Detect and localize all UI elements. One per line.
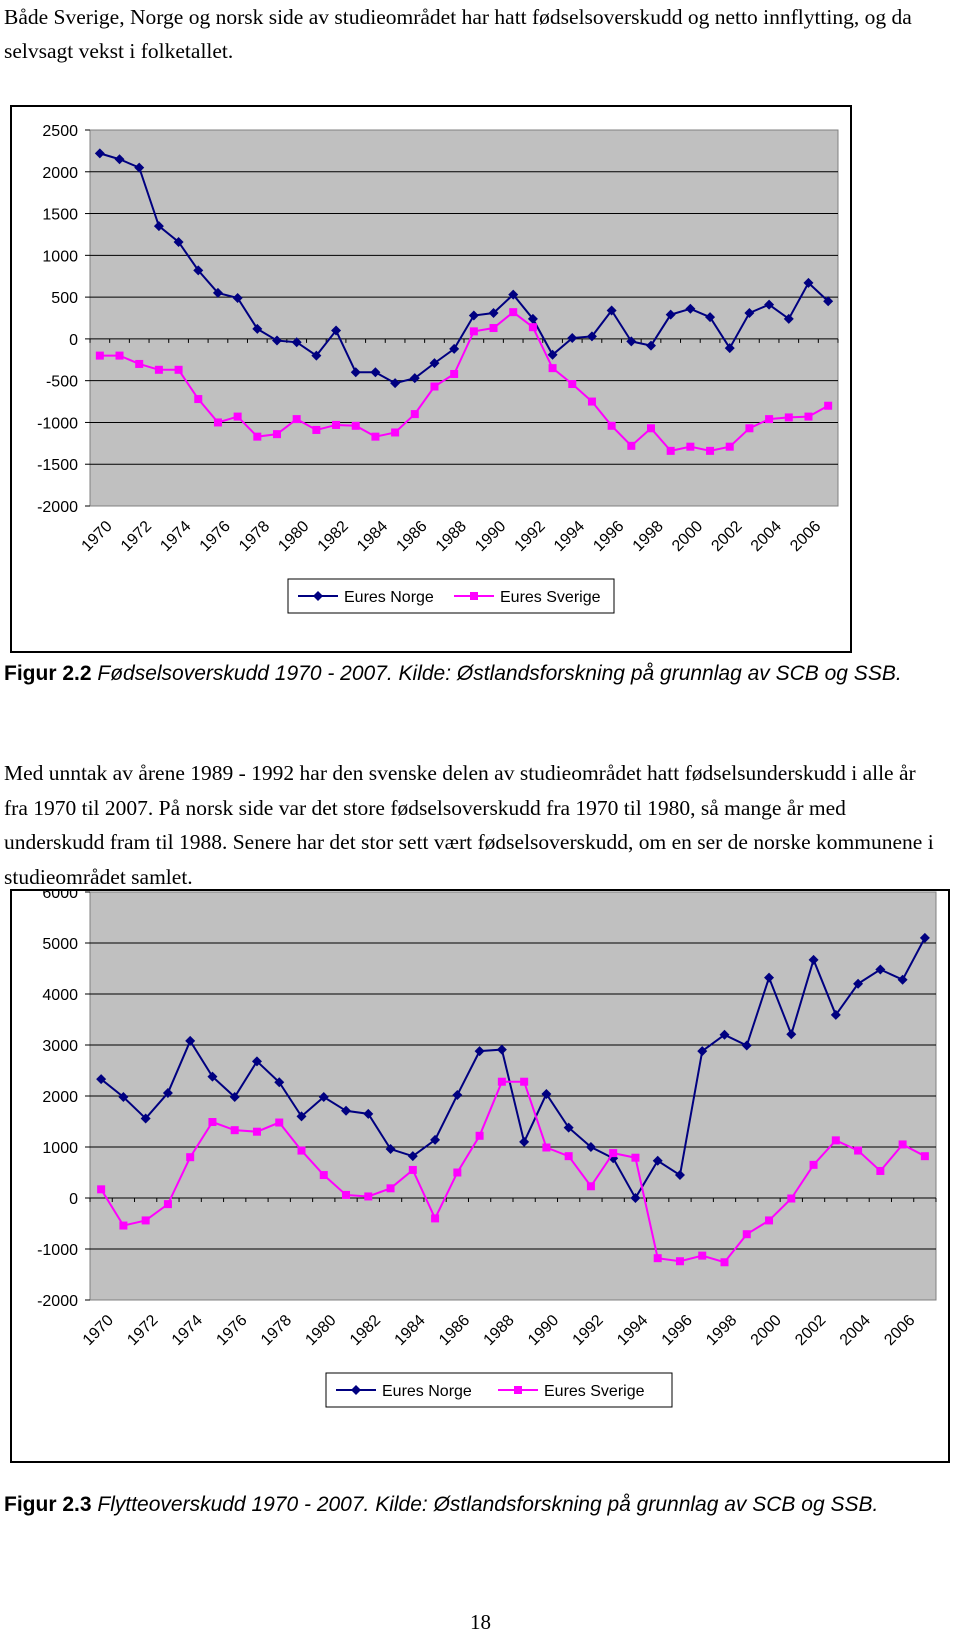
- data-point-1: [320, 1171, 328, 1179]
- y-tick-label: 1000: [42, 1140, 78, 1157]
- x-tick-label: 1990: [525, 1311, 563, 1350]
- data-point-1: [787, 1195, 795, 1203]
- body-paragraph: Med unntak av årene 1989 - 1992 har den svenske delen av studieområdet hatt fødselsunderskudd i alle år fra 1970 til 2007. På norsk side var det store fødselsoverskudd fra 1970 til 1980, så mange år med underskudd fram til 1988. Senere har det stor sett vært fødselsoverskudd, om en ser de norske kommunene i studieområdet samlet.: [4, 761, 934, 889]
- data-point-1: [765, 415, 773, 423]
- x-tick-label: 1976: [213, 1311, 251, 1350]
- data-point-1: [155, 366, 163, 374]
- data-point-1: [352, 422, 360, 430]
- data-point-1: [298, 1147, 306, 1155]
- y-tick-label: -1000: [37, 1242, 78, 1259]
- legend-label-0: Eures Norge: [344, 589, 434, 606]
- y-tick-label: 0: [69, 1191, 78, 1208]
- x-tick-label: 2004: [836, 1311, 874, 1350]
- y-tick-label: 4000: [42, 987, 78, 1004]
- data-point-1: [97, 1185, 105, 1193]
- data-point-1: [647, 424, 655, 432]
- x-tick-label: 1998: [629, 517, 667, 556]
- data-point-1: [364, 1192, 372, 1200]
- x-tick-label: 1994: [614, 1311, 652, 1350]
- data-point-1: [116, 352, 124, 360]
- data-point-1: [899, 1140, 907, 1148]
- data-point-1: [609, 1149, 617, 1157]
- legend-marker-1: [514, 1386, 522, 1394]
- data-point-1: [186, 1153, 194, 1161]
- data-point-1: [175, 366, 183, 374]
- data-point-1: [253, 1128, 261, 1136]
- data-point-1: [332, 421, 340, 429]
- data-point-1: [470, 327, 478, 335]
- y-tick-label: 5000: [42, 936, 78, 953]
- data-point-1: [194, 395, 202, 403]
- data-point-1: [627, 442, 635, 450]
- y-tick-label: 0: [69, 331, 78, 349]
- legend-label-1: Eures Sverige: [544, 1383, 645, 1400]
- data-point-1: [832, 1136, 840, 1144]
- figure2-caption: [4, 1488, 954, 1521]
- legend-marker-1: [470, 592, 478, 600]
- data-point-1: [631, 1154, 639, 1162]
- x-tick-label: 1970: [78, 517, 116, 556]
- data-point-1: [391, 428, 399, 436]
- data-point-1: [529, 323, 537, 331]
- y-tick-label: 2000: [42, 1089, 78, 1106]
- data-point-1: [542, 1144, 550, 1152]
- x-tick-label: 1980: [302, 1311, 340, 1350]
- legend-label-1: Eures Sverige: [500, 589, 601, 606]
- x-tick-label: 2004: [747, 517, 785, 556]
- data-point-1: [253, 433, 261, 441]
- data-point-1: [676, 1257, 684, 1265]
- data-point-1: [312, 426, 320, 434]
- y-tick-label: 2500: [42, 123, 78, 140]
- y-tick-label: -2000: [37, 499, 78, 516]
- x-tick-label: 1988: [432, 517, 471, 556]
- data-point-1: [431, 1214, 439, 1222]
- data-point-1: [387, 1184, 395, 1192]
- y-tick-label: 1500: [42, 206, 78, 224]
- figure2-caption-text: Flytteoverskudd 1970 - 2007. Kilde: Østlandsforskning på grunnlag av SCB og SSB.: [97, 1493, 879, 1516]
- data-point-1: [430, 383, 438, 391]
- legend-label-0: Eures Norge: [382, 1383, 472, 1400]
- data-point-1: [119, 1222, 127, 1230]
- data-point-1: [342, 1191, 350, 1199]
- data-point-1: [921, 1152, 929, 1160]
- x-tick-label: 1996: [590, 517, 628, 556]
- data-point-1: [568, 380, 576, 388]
- y-tick-label: 500: [51, 290, 78, 308]
- data-point-1: [509, 308, 517, 316]
- x-tick-label: 1986: [393, 517, 431, 556]
- figure2-caption-number: Figur 2.3: [4, 1493, 92, 1516]
- data-point-1: [745, 424, 753, 432]
- data-point-1: [498, 1078, 506, 1086]
- x-tick-label: 1982: [314, 517, 352, 556]
- data-point-1: [409, 1166, 417, 1174]
- data-point-1: [520, 1078, 528, 1086]
- x-tick-label: 2006: [787, 517, 825, 556]
- x-tick-label: 1974: [157, 517, 195, 556]
- data-point-1: [876, 1167, 884, 1175]
- figure1-caption: [4, 657, 934, 690]
- x-tick-label: 1978: [257, 1311, 296, 1350]
- x-tick-label: 1980: [275, 517, 313, 556]
- data-point-1: [706, 447, 714, 455]
- x-tick-label: 1992: [511, 517, 549, 556]
- x-tick-label: 1972: [124, 1311, 162, 1350]
- x-tick-label: 2002: [708, 517, 746, 556]
- data-point-1: [804, 413, 812, 421]
- x-tick-label: 1974: [168, 1311, 207, 1350]
- y-tick-label: 1000: [42, 248, 78, 266]
- x-tick-label: 1996: [658, 1311, 696, 1350]
- y-tick-label: 6000: [42, 889, 78, 902]
- x-tick-label: 1988: [480, 1311, 518, 1350]
- data-point-1: [96, 352, 104, 360]
- x-tick-label: 2000: [669, 517, 707, 556]
- data-point-1: [208, 1118, 216, 1126]
- data-point-1: [234, 413, 242, 421]
- y-tick-label: 3000: [42, 1038, 78, 1055]
- data-point-1: [726, 443, 734, 451]
- x-tick-label: 1998: [703, 1311, 741, 1350]
- chart2-svg: [10, 889, 950, 1463]
- x-tick-label: 1978: [236, 517, 274, 556]
- data-point-1: [765, 1216, 773, 1224]
- y-tick-label: -500: [45, 373, 78, 391]
- x-tick-label: 1982: [346, 1311, 385, 1350]
- data-point-1: [686, 443, 694, 451]
- x-tick-label: 1976: [196, 517, 234, 556]
- data-point-1: [231, 1126, 239, 1134]
- data-point-1: [490, 324, 498, 332]
- data-point-1: [135, 360, 143, 368]
- data-point-1: [411, 410, 419, 418]
- x-tick-label: 2006: [881, 1311, 919, 1350]
- data-point-1: [549, 364, 557, 372]
- data-point-1: [565, 1152, 573, 1160]
- x-tick-label: 1992: [569, 1311, 607, 1350]
- data-point-1: [588, 398, 596, 406]
- chart1-svg: [10, 105, 852, 653]
- data-point-1: [453, 1169, 461, 1177]
- data-point-1: [450, 370, 458, 378]
- y-tick-label: -1000: [37, 415, 78, 433]
- x-tick-label: 1984: [391, 1311, 429, 1350]
- data-point-1: [608, 422, 616, 430]
- data-point-1: [164, 1200, 172, 1208]
- x-tick-label: 1972: [117, 517, 156, 556]
- chart-flytteoverskudd: [10, 889, 950, 1468]
- data-point-1: [214, 418, 222, 426]
- intro-text: Både Sverige, Norge og norsk side av studieområdet har hatt fødselsoverskudd og netto innflytting, og da selvsagt vekst i folketallet.: [4, 5, 912, 63]
- data-point-1: [587, 1182, 595, 1190]
- figure1-caption-number: Figur 2.2: [4, 662, 92, 685]
- y-tick-label: -1500: [37, 457, 78, 475]
- x-tick-label: 1986: [436, 1311, 474, 1350]
- data-point-1: [667, 447, 675, 455]
- x-tick-label: 1990: [472, 517, 510, 556]
- data-point-1: [743, 1230, 751, 1238]
- data-point-1: [721, 1258, 729, 1266]
- data-point-1: [476, 1132, 484, 1140]
- x-tick-label: 2000: [747, 1311, 785, 1350]
- y-tick-label: -2000: [37, 1293, 78, 1310]
- data-point-1: [293, 415, 301, 423]
- data-point-1: [854, 1147, 862, 1155]
- data-point-1: [810, 1161, 818, 1169]
- data-point-1: [785, 413, 793, 421]
- y-tick-label: 2000: [42, 164, 78, 182]
- data-point-1: [142, 1216, 150, 1224]
- data-point-1: [654, 1254, 662, 1262]
- chart-fodselsoverskudd: [10, 105, 852, 658]
- data-point-1: [273, 430, 281, 438]
- data-point-1: [824, 402, 832, 410]
- page-number: 18: [470, 1610, 491, 1634]
- x-tick-label: 2002: [792, 1311, 830, 1350]
- figure1-caption-text: Fødselsoverskudd 1970 - 2007. Kilde: Østlandsforskning på grunnlag av SCB og SSB.: [97, 662, 902, 685]
- x-tick-label: 1994: [550, 517, 589, 556]
- data-point-1: [698, 1252, 706, 1260]
- data-point-1: [371, 433, 379, 441]
- data-point-1: [275, 1119, 283, 1127]
- x-tick-label: 1970: [79, 1311, 118, 1350]
- x-tick-label: 1984: [354, 517, 392, 556]
